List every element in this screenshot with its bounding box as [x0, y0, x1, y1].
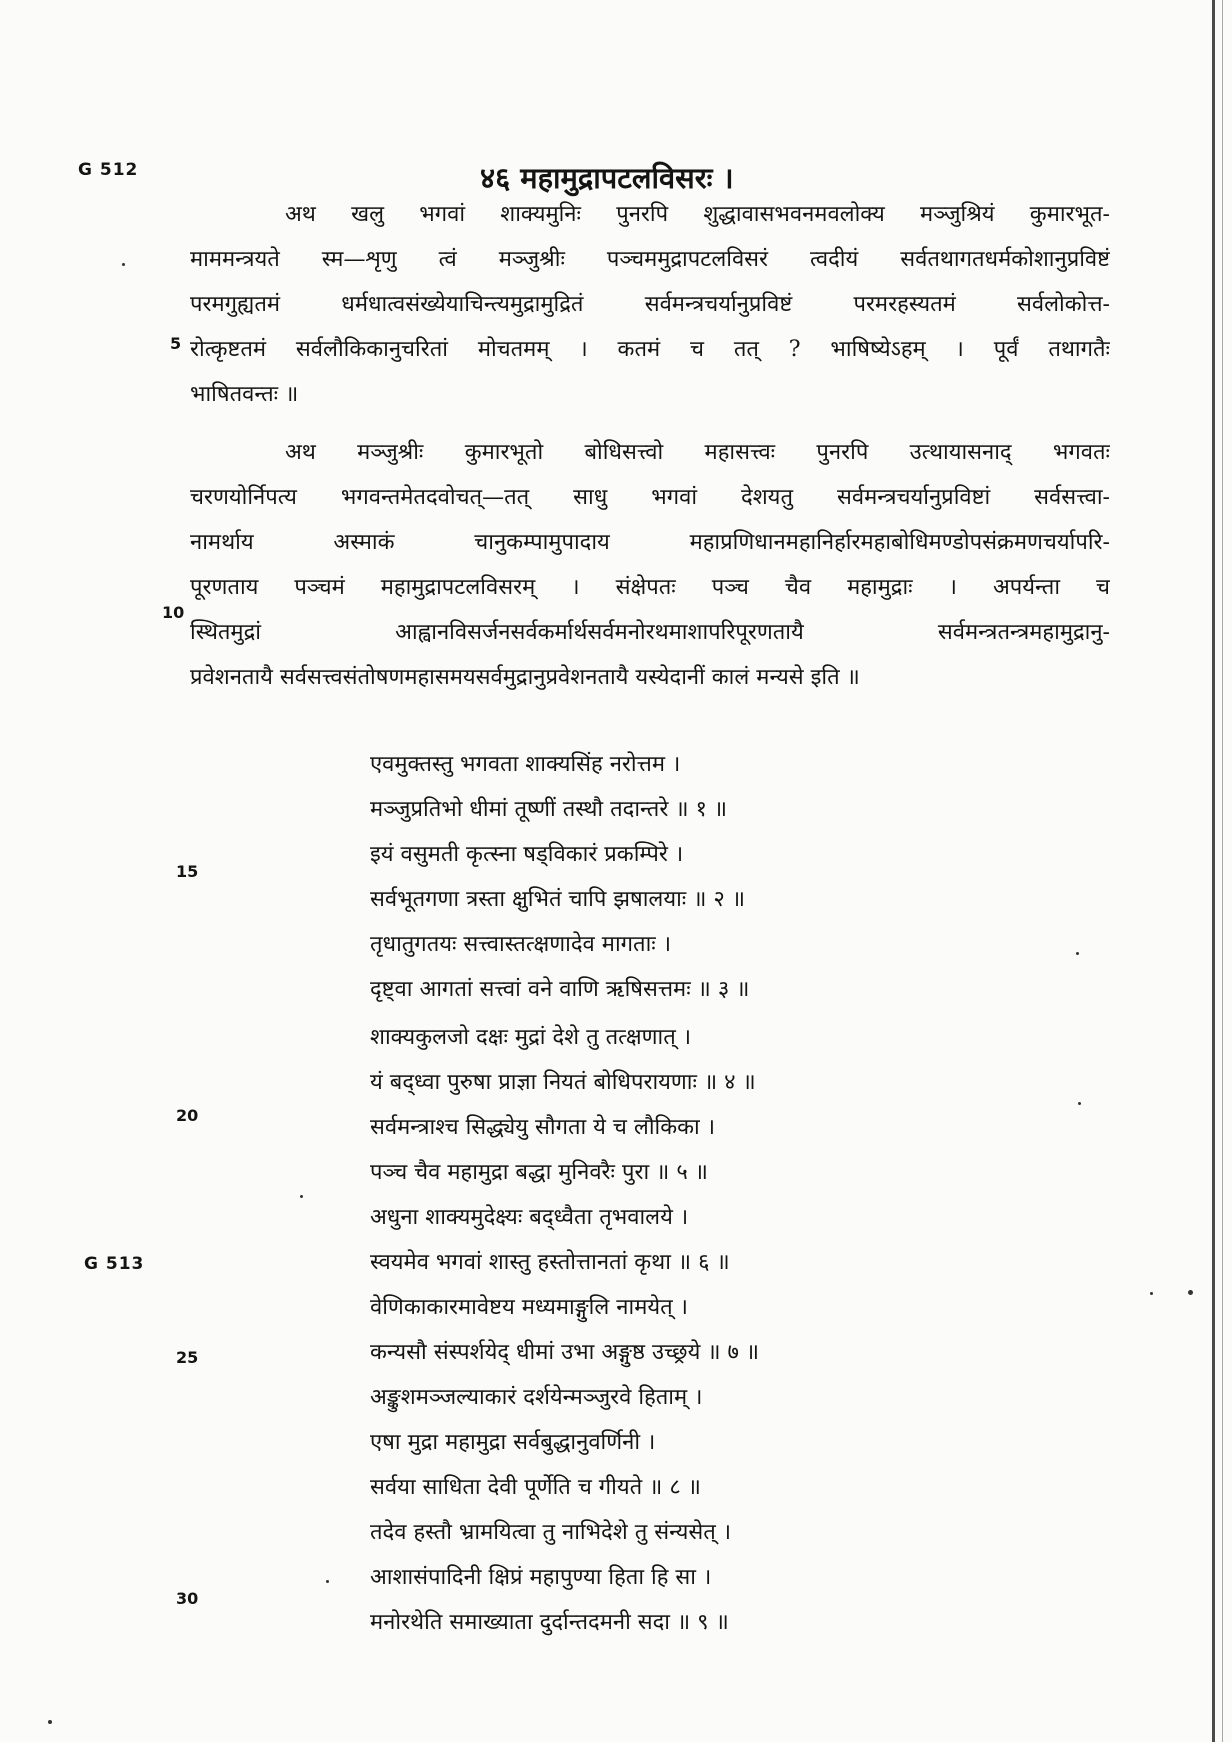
prose-paragraph-1 [190, 192, 1110, 417]
verse-line: एवमुक्तस्तु भगवता शाक्यसिंह नरोत्तम । [370, 752, 681, 777]
verse-line: स्वयमेव भगवां शास्तु हस्तोत्तानतां कृथा ॥ ६ ॥ [370, 1250, 730, 1275]
verse-line: पञ्च चैव महामुद्रा बद्धा मुनिवरैः पुरा ॥ ५ ॥ [370, 1160, 708, 1185]
scan-speck [122, 263, 125, 266]
line-number-25: 25 [176, 1348, 199, 1367]
verse-line: कन्यसौ संस्पर्शयेद् धीमां उभा अङ्गुष्ठ उच्छ्रये ॥ ७ ॥ [370, 1340, 760, 1365]
scan-speck [1188, 1290, 1193, 1295]
prose-line: भाषितवन्तः ॥ [190, 382, 299, 407]
verse-line: मञ्जुप्रतिभो धीमां तूष्णीं तस्थौ तदान्तरे ॥ १ ॥ [370, 797, 728, 822]
scan-speck [300, 1195, 303, 1198]
prose-line: प्रवेशनतायै सर्वसत्त्वसंतोषणमहासमयसर्वमुद्रानुप्रवेशनतायै यस्येदानीं कालं मन्यसे इति ॥ [190, 665, 860, 690]
verse-line: वेणिकाकारमावेष्टय मध्यमाङ्गुलि नामयेत् । [370, 1295, 688, 1320]
page-reference-g513: G 513 [84, 1254, 145, 1274]
line-number-30: 30 [176, 1589, 199, 1608]
prose-line: रोत्कृष्टतमं सर्वलौकिकानुचरितां मोचतमम् । कतमं च तत् ? भाषिष्येऽहम् । पूर्वं तथागतैः [190, 337, 1110, 362]
line-number-10: 10 [162, 603, 185, 622]
verse-line: अधुना शाक्यमुदेक्ष्यः बद्ध्वैता तृभवालये । [370, 1205, 689, 1230]
verse-line: दृष्ट्वा आगतां सत्त्वां वने वाणि ऋषिसत्तमः ॥ ३ ॥ [370, 977, 750, 1002]
verse-line: अङ्कुशमञ्जल्याकारं दर्शयेन्मञ्जुरवे हिताम् । [370, 1385, 703, 1410]
prose-line: स्थितमुद्रां आह्वानविसर्जनसर्वकर्मार्थसर्वमनोरथमाशापरिपूरणतायै सर्वमन्त्रतन्त्रमहामुद्रानु- [190, 620, 1110, 645]
verse-line: शाक्यकुलजो दक्षः मुद्रां देशे तु तत्क्षणात् । [370, 1025, 692, 1050]
prose-line: माममन्त्रयते स्म—शृणु त्वं मञ्जुश्रीः पञ्चममुद्रापटलविसरं त्वदीयं सर्वतथागतधर्मकोशानुप्रविष्टं [190, 247, 1110, 272]
line-number-5: 5 [170, 334, 182, 353]
line-number-20: 20 [176, 1106, 199, 1125]
line-number-15: 15 [176, 862, 199, 881]
verse-line: मनोरथेति समाख्याता दुर्दान्तदमनी सदा ॥ ९ ॥ [370, 1610, 729, 1635]
chapter-title: ४६ महामुद्रापटलविसरः । [480, 161, 734, 195]
prose-line: अथ खलु भगवां शाक्यमुनिः पुनरपि शुद्धावासभवनमवलोक्य मञ्जुश्रियं कुमारभूत- [285, 202, 1110, 227]
verse-line: यं बद्ध्वा पुरुषा प्राज्ञा नियतं बोधिपरायणाः ॥ ४ ॥ [370, 1070, 756, 1095]
verse-line: एषा मुद्रा महामुद्रा सर्वबुद्धानुवर्णिनी । [370, 1430, 656, 1455]
verse-line: सर्वभूतगणा त्रस्ता क्षुभितं चापि झषालयाः ॥ २ ॥ [370, 887, 745, 912]
prose-line: चरणयोर्निपत्य भगवन्तमेतदवोचत्—तत् साधु भगवां देशयतु सर्वमन्त्रचर्यानुप्रविष्टां सर्वसत्त्वा- [190, 485, 1110, 510]
verse-line: तृधातुगतयः सत्त्वास्तत्क्षणादेव मागताः । [370, 932, 672, 957]
verse-line: इयं वसुमती कृत्स्ना षड्विकारं प्रकम्पिरे । [370, 842, 684, 867]
scan-speck [48, 1720, 52, 1724]
prose-line: पूरणताय पञ्चमं महामुद्रापटलविसरम् । संक्षेपतः पञ्च चैव महामुद्राः । अपर्यन्ता च [190, 575, 1110, 600]
verse-line: तदेव हस्तौ भ्रामयित्वा तु नाभिदेशे तु संन्यसेत् । [370, 1520, 732, 1545]
verse-block [370, 742, 930, 1645]
verse-line: सर्वया साधिता देवी पूर्णेति च गीयते ॥ ८ ॥ [370, 1475, 701, 1500]
prose-line: नामर्थाय अस्माकं चानुकम्पामुपादाय महाप्रणिधानमहानिर्हारमहाबोधिमण्डोपसंक्रमणचर्यापरि- [190, 530, 1110, 555]
binding-edge [1212, 0, 1215, 1742]
scan-speck [1076, 952, 1079, 955]
verse-line: सर्वमन्त्राश्च सिद्ध्येयु सौगता ये च लौकिका । [370, 1115, 716, 1140]
scan-speck [1150, 1292, 1153, 1295]
scan-speck [326, 1580, 329, 1583]
prose-line: अथ मञ्जुश्रीः कुमारभूतो बोधिसत्त्वो महासत्त्वः पुनरपि उत्थायासनाद् भगवतः [285, 440, 1110, 465]
prose-line: परमगुह्यतमं धर्मधात्वसंख्येयाचिन्त्यमुद्रामुद्रितं सर्वमन्त्रचर्यानुप्रविष्टं परमरहस्यतमं सर्वलोकोत्त- [190, 292, 1110, 317]
prose-paragraph-2 [190, 430, 1110, 700]
verse-line: आशासंपादिनी क्षिप्रं महापुण्या हिता हि सा । [370, 1565, 712, 1590]
scan-speck [1078, 1102, 1081, 1105]
page-reference-g512: G 512 [78, 160, 139, 180]
binding-edge-inner [1222, 0, 1223, 1742]
